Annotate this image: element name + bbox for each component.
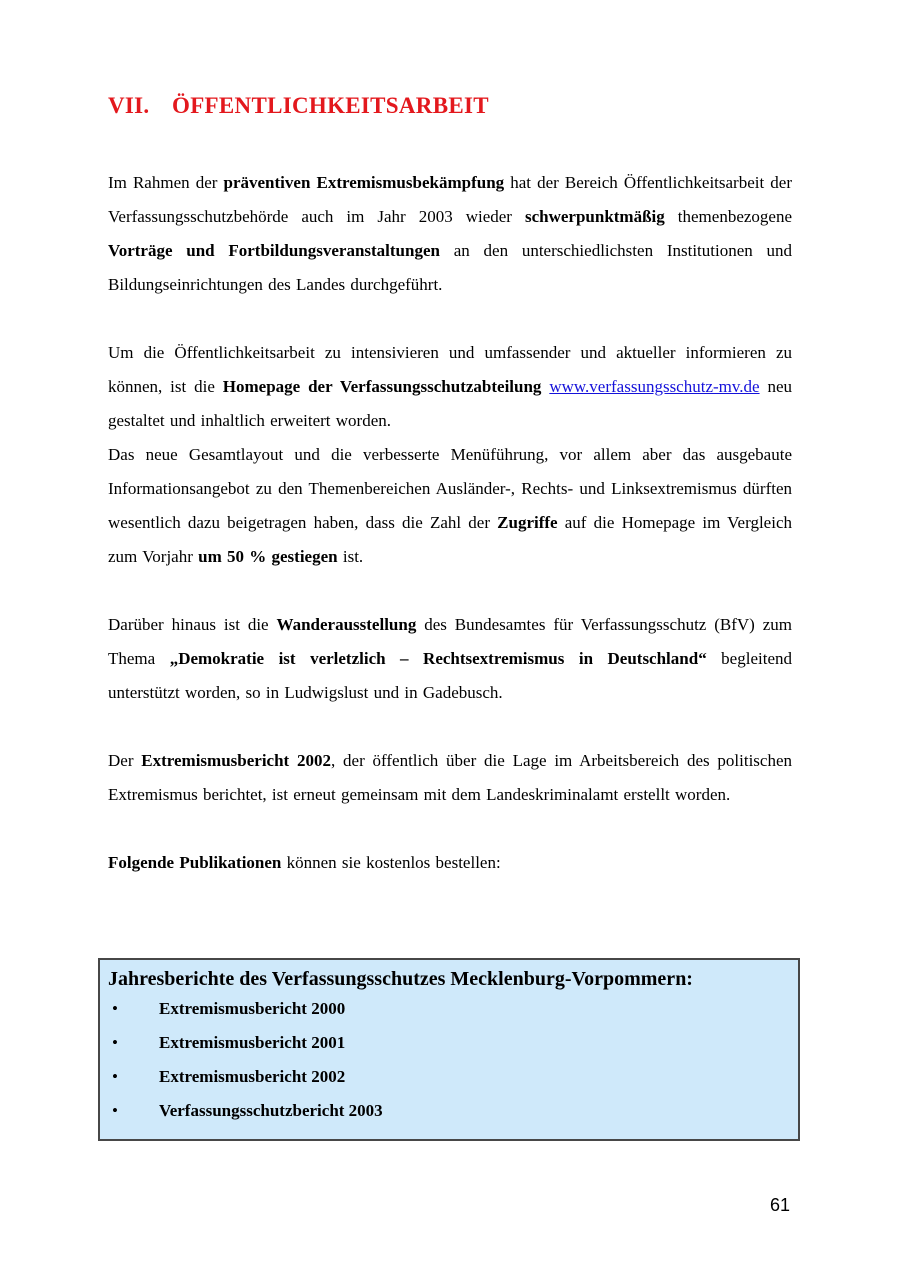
section-heading-text: ÖFFENTLICHKEITSARBEIT xyxy=(172,93,489,118)
bold-run: um 50 % gestiegen xyxy=(198,547,338,566)
text-run: Im Rahmen der xyxy=(108,173,224,192)
publications-box-heading: Jahresberichte des Verfassungsschutzes Mecklenburg-Vorpommern: xyxy=(108,968,693,990)
text-run: Um die Öffentlichkeitsarbeit zu intensivieren und umfassender und aktueller informieren zu können, ist die xyxy=(108,343,792,396)
section-heading xyxy=(108,92,792,119)
bold-run: Vorträge und Fortbildungsveranstaltungen xyxy=(108,241,440,260)
text-run: auf die Homepage im Vergleich zum Vorjahr xyxy=(108,513,792,566)
page-content xyxy=(108,0,792,1141)
text-run: neu gestaltet und inhaltlich erweitert worden. xyxy=(108,377,793,430)
bold-run: Extremismusbericht 2002 xyxy=(141,751,331,770)
list-item xyxy=(108,1026,790,1060)
bold-run: „Demokratie ist verletzlich – Rechtsextremismus in Deutschland“ xyxy=(169,649,707,668)
page-number: 61 xyxy=(769,1195,790,1215)
text-run: ist. xyxy=(337,547,364,566)
bold-run: Homepage der Verfassungsschutzabteilung xyxy=(222,377,542,396)
paragraph-layout xyxy=(108,438,792,574)
bullet-icon: • xyxy=(112,999,118,1018)
section-numeral: VII. xyxy=(108,93,150,118)
list-item xyxy=(108,992,790,1026)
paragraph-homepage xyxy=(108,336,792,438)
text-run: themenbezogene xyxy=(664,207,793,226)
paragraph-lectures xyxy=(108,166,792,302)
bullet-icon: • xyxy=(112,1067,118,1086)
list-item xyxy=(108,1060,790,1094)
homepage-link[interactable]: www.verfassungsschutz-mv.de xyxy=(549,377,760,396)
text-run: an den unterschiedlichsten Institutionen und Bildungseinrichtungen des Landes durchgeführt. xyxy=(108,241,793,294)
publication-label: Verfassungsschutzbericht 2003 xyxy=(159,1101,383,1120)
publication-label: Extremismusbericht 2001 xyxy=(159,1033,346,1052)
text-run: können sie kostenlos bestellen: xyxy=(281,853,501,872)
text-run: Darüber hinaus ist die xyxy=(108,615,277,634)
bold-run: Zugriffe xyxy=(497,513,558,532)
text-run: Das neue Gesamtlayout und die verbesserte Menüführung, vor allem aber das ausgebaute Informationsangebot zu den Themenbereichen Ausländer-, Rechts- und Linksextremismus dürften wesentlich dazu beigetragen haben, dass die Zahl der xyxy=(108,445,792,532)
bold-run: Wanderausstellung xyxy=(276,615,417,634)
text-run: , der öffentlich über die Lage im Arbeitsbereich des politischen Extremismus berichtet, ist erneut gemeinsam mit dem Landeskriminalamt erstellt worden. xyxy=(108,751,792,804)
publication-label: Extremismusbericht 2000 xyxy=(159,999,346,1018)
paragraph-publications-intro xyxy=(108,846,792,880)
list-item xyxy=(108,1094,790,1128)
publications-box xyxy=(98,958,800,1141)
publication-label: Extremismusbericht 2002 xyxy=(159,1067,346,1086)
bold-run: Folgende Publikationen xyxy=(108,853,282,872)
text-run: hat der Bereich Öffentlichkeitsarbeit der Verfassungsschutzbehörde auch im Jahr 2003 wieder xyxy=(108,173,792,226)
bullet-icon: • xyxy=(112,1033,118,1052)
paragraph-report xyxy=(108,744,792,812)
paragraph-exhibition xyxy=(108,608,792,710)
text-run: des Bundesamtes für Verfassungsschutz (BfV) zum Thema xyxy=(108,615,793,668)
bold-run: präventiven Extremismusbekämpfung xyxy=(223,173,505,192)
text-run: begleitend unterstützt worden, so in Ludwigslust und in Gadebusch. xyxy=(108,649,792,702)
bullet-icon: • xyxy=(112,1101,118,1120)
text-run: Der xyxy=(108,751,142,770)
bold-run: schwerpunktmäßig xyxy=(524,207,665,226)
